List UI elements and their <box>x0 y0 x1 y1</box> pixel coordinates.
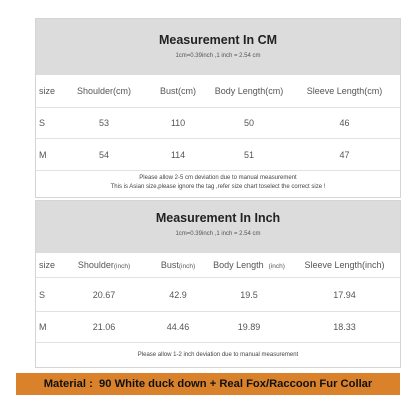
inch-notes <box>36 342 400 367</box>
deviation-note: Please allow 2-5 cm deviation due to manual measurement <box>139 175 297 181</box>
inch-table-title: Measurement In Inch <box>155 211 281 225</box>
cell-sleeve-length: 46 <box>339 118 350 128</box>
cell-shoulder: 54 <box>98 149 109 160</box>
col-shoulder: Shoulder(cm) <box>76 86 132 96</box>
cm-size-table <box>35 18 401 198</box>
cm-table-title: Measurement In CM <box>158 33 278 47</box>
col-size: size <box>39 86 56 96</box>
cell-size: M <box>39 149 47 160</box>
cell-body-length: 19.89 <box>237 322 261 332</box>
cell-sleeve-length: 47 <box>339 149 350 160</box>
col-sleeve-length: Sleeve Length(inch) <box>304 260 385 270</box>
col-bust <box>147 260 209 270</box>
deviation-note: Please allow 1-2 inch deviation due to manual measurement <box>137 352 299 358</box>
cell-body-length: 19.5 <box>240 289 258 300</box>
table-row <box>36 277 400 311</box>
cell-size: M <box>39 322 47 332</box>
cell-bust: 114 <box>170 149 186 160</box>
col-bust-label: Bust <box>160 260 179 270</box>
col-size: size <box>39 260 56 270</box>
cm-table-header <box>36 19 400 75</box>
asian-size-note: This is Asian size,please ignore the tag ,refer size chart toselect the correct size ! <box>110 184 326 190</box>
cell-sleeve-length: 17.94 <box>333 289 356 300</box>
cm-notes <box>36 170 400 199</box>
cell-bust: 110 <box>170 118 186 128</box>
col-bust-unit: (inch) <box>178 263 196 270</box>
cell-bust: 44.46 <box>166 322 190 332</box>
table-row <box>36 107 400 138</box>
cell-size: S <box>39 289 46 300</box>
col-body-length-unit: (inch) <box>268 263 285 270</box>
cell-body-length: 51 <box>243 149 254 160</box>
cell-body-length: 50 <box>243 118 254 128</box>
cell-shoulder: 53 <box>98 118 109 128</box>
col-shoulder-label: Shoulder <box>77 260 114 270</box>
inch-size-table <box>35 200 401 368</box>
table-row <box>36 311 400 342</box>
inch-column-headers <box>36 253 400 277</box>
col-sleeve-length: Sleeve Length(cm) <box>306 86 383 96</box>
inch-conversion-note: 1cm=0.39inch ,1 inch = 2.54 cm <box>175 231 261 237</box>
col-body-length-label: Body Length <box>213 260 264 270</box>
cell-shoulder: 21.06 <box>92 322 116 332</box>
col-shoulder <box>61 260 147 270</box>
material-banner: Material : 90 White duck down + Real Fox/Raccoon Fur Collar <box>16 373 400 395</box>
col-shoulder-unit: (inch) <box>113 263 131 270</box>
cell-sleeve-length: 18.33 <box>333 322 356 332</box>
inch-table-header <box>36 201 400 253</box>
col-bust: Bust(cm) <box>160 86 196 96</box>
cell-bust: 42.9 <box>169 289 187 300</box>
cell-size: S <box>39 118 46 128</box>
cm-conversion-note: 1cm=0.39inch ,1 inch = 2.54 cm <box>175 53 261 59</box>
cell-shoulder: 20.67 <box>92 289 116 300</box>
col-body-length: Body Length(cm) <box>214 86 284 96</box>
col-body-length <box>209 260 289 270</box>
table-row <box>36 138 400 170</box>
cm-column-headers <box>36 75 400 107</box>
